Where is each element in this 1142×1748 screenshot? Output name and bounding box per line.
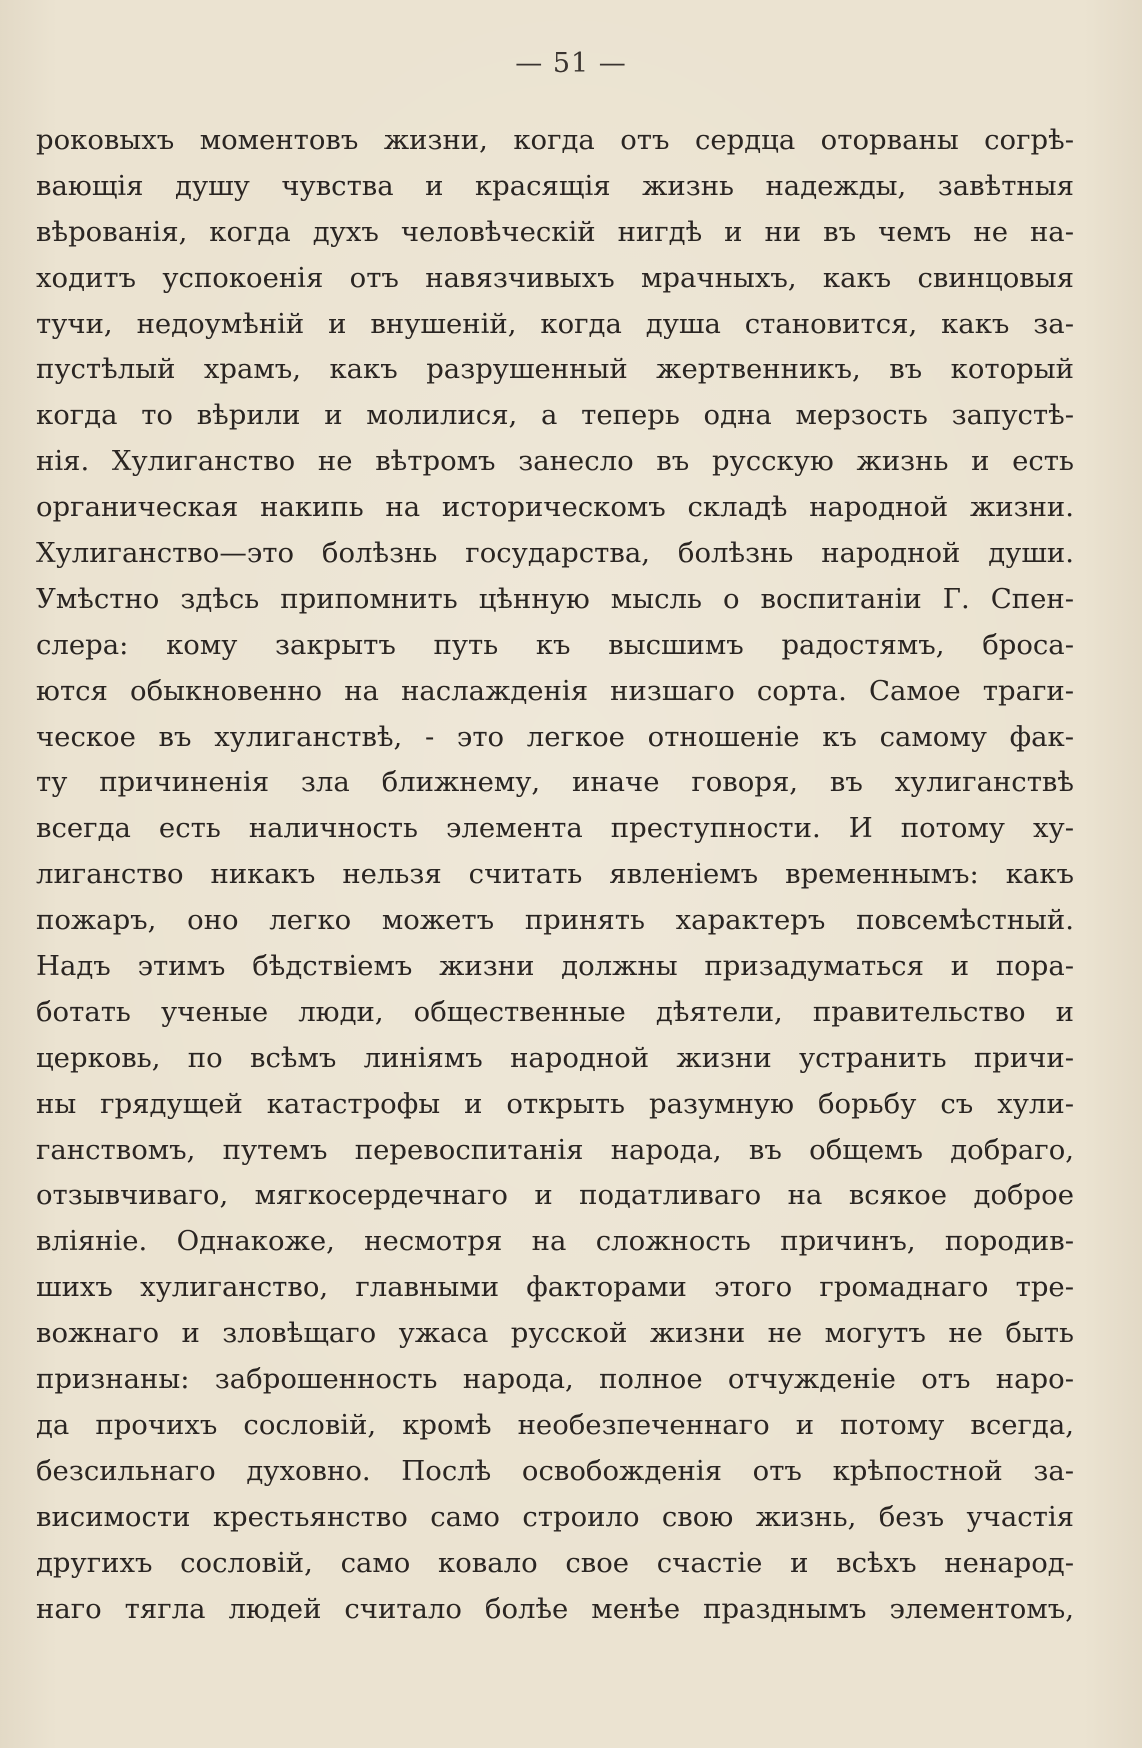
text-line: ются обыкновенно на наслажденія низшаго сорта. Самое траги- bbox=[36, 674, 1074, 707]
page-text bbox=[36, 118, 1074, 1632]
text-line: церковь, по всѣмъ линіямъ народной жизни устранить причи- bbox=[36, 1041, 1074, 1074]
text-line: Хулиганство—это болѣзнь государства, болѣзнь народной души. bbox=[36, 537, 1074, 570]
text-line: когда то вѣрили и молилися, а теперь одна мерзость запустѣ- bbox=[36, 399, 1074, 432]
text-line: отзывчиваго, мягкосердечнаго и податливаго на всякое доброе bbox=[36, 1179, 1074, 1212]
text-line: ходитъ успокоенія отъ навязчивыхъ мрачныхъ, какъ свинцовыя bbox=[36, 261, 1074, 294]
text-line: другихъ сословій, само ковало свое счастіе и всѣхъ ненарод- bbox=[36, 1546, 1074, 1579]
text-line: признаны: заброшенность народа, полное отчужденіе отъ наро- bbox=[36, 1363, 1074, 1396]
text-line: ботать ученые люди, общественные дѣятели, правительство и bbox=[36, 995, 1074, 1028]
text-line: вожнаго и зловѣщаго ужаса русской жизни не могутъ не быть bbox=[36, 1317, 1074, 1350]
text-line: вающія душу чувства и красящія жизнь надежды, завѣтныя bbox=[36, 169, 1074, 202]
text-line: слера: кому закрытъ путь къ высшимъ радостямъ, броса- bbox=[36, 628, 1074, 661]
text-line: пожаръ, оно легко можетъ принять характеръ повсемѣстный. bbox=[36, 904, 1074, 937]
text-line: вліяніе. Однакоже, несмотря на сложность причинъ, породив- bbox=[36, 1225, 1074, 1258]
text-line: ны грядущей катастрофы и открыть разумную борьбу съ хули- bbox=[36, 1087, 1074, 1120]
text-line: наго тягла людей считало болѣе менѣе празднымъ элементомъ, bbox=[36, 1592, 1074, 1625]
text-line: безсильнаго духовно. Послѣ освобожденія отъ крѣпостной за- bbox=[36, 1454, 1074, 1487]
text-line: нія. Хулиганство не вѣтромъ занесло въ русскую жизнь и есть bbox=[36, 445, 1074, 478]
text-line: вѣрованія, когда духъ человѣческій нигдѣ и ни въ чемъ не на- bbox=[36, 215, 1074, 248]
page-number: — 51 — bbox=[515, 48, 627, 79]
text-line: Умѣстно здѣсь припомнить цѣнную мысль о воспитаніи Г. Спен- bbox=[36, 582, 1074, 615]
text-line: ту причиненія зла ближнему, иначе говоря, въ хулиганствѣ bbox=[36, 766, 1074, 799]
text-line: тучи, недоумѣній и внушеній, когда душа становится, какъ за- bbox=[36, 307, 1074, 340]
text-line: ческое въ хулиганствѣ, - это легкое отношеніе къ самому фак- bbox=[36, 720, 1074, 753]
text-line: да прочихъ сословій, кромѣ необезпеченнаго и потому всегда, bbox=[36, 1408, 1074, 1441]
text-line: висимости крестьянство само строило свою жизнь, безъ участія bbox=[36, 1500, 1074, 1533]
text-line: ганствомъ, путемъ перевоспитанія народа, въ общемъ добраго, bbox=[36, 1133, 1074, 1166]
text-line: органическая накипь на историческомъ складѣ народной жизни. bbox=[36, 491, 1074, 524]
text-line: лиганство никакъ нельзя считать явленіемъ временнымъ: какъ bbox=[36, 858, 1074, 891]
text-line: пустѣлый храмъ, какъ разрушенный жертвенникъ, въ который bbox=[36, 353, 1074, 386]
text-line: роковыхъ моментовъ жизни, когда отъ сердца оторваны согрѣ- bbox=[36, 124, 1074, 156]
text-line: всегда есть наличность элемента преступности. И потому ху- bbox=[36, 812, 1074, 845]
text-line: шихъ хулиганство, главными факторами этого громаднаго тре- bbox=[36, 1271, 1074, 1304]
text-line: Надъ этимъ бѣдствіемъ жизни должны призадуматься и пора- bbox=[36, 950, 1074, 983]
